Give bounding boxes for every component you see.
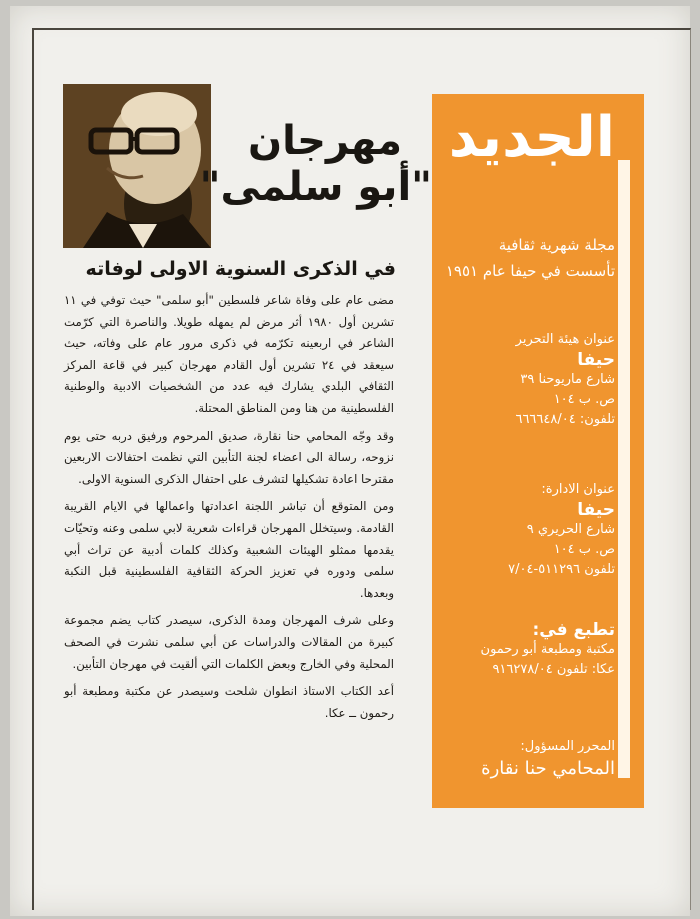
tagline-line2: تأسست في حيفا عام ١٩٥١	[445, 262, 615, 280]
magazine-tagline	[437, 232, 615, 284]
admin-street: شارع الحريري ٩	[526, 522, 615, 537]
print-phone: عكا: تلفون ٩١٦٢٧٨/٠٤	[492, 662, 615, 677]
portrait-photo	[63, 84, 211, 248]
print-place: مكتبة ومطبعة أبو رحمون	[480, 642, 615, 657]
editorial-phone: تلفون: ٦٦٦٦٤٨/٠٤	[515, 412, 615, 427]
editorial-label: عنوان هيئة التحرير	[515, 332, 615, 347]
admin-address	[437, 480, 615, 580]
editor-name: المحامي حنا نقارة	[481, 758, 615, 779]
admin-city: حيفا	[577, 500, 615, 520]
magazine-title: الجديد	[448, 105, 615, 170]
editorial-street: شارع ماريوحنا ٣٩	[520, 372, 615, 387]
admin-phone: تلفون ٥١١٢٩٦-٧/٠٤	[508, 562, 615, 577]
paragraph: وعلى شرف المهرجان ومدة الذكرى، سيصدر كتاب يضم مجموعة كبيرة من المقالات والدراسات عن أبي سلمى نشرت في الصحف المحلية وفي الخارج وبعض الكلمات التي ألقيت في مهرجان التأبين.	[64, 613, 394, 671]
tagline-line1: مجلة شهرية ثقافية	[498, 236, 615, 254]
editorial-city: حيفا	[577, 350, 615, 370]
print-label: تطبع في:	[532, 620, 615, 640]
festival-title-line1: مهرجان	[247, 118, 402, 164]
editor-info	[437, 736, 615, 780]
panel-accent-bar	[618, 160, 630, 778]
paragraph: مضى عام على وفاة شاعر فلسطين "أبو سلمى" حيث توفي في ١١ تشرين أول ١٩٨٠ أثر مرض لم يمهله طويلا. والناصرة التي كرّمت الشاعر في اربعينه تكرّمه في ذكرى مرور عام على وفاته، حيث سيعقد في ٢٤ تشرين أول القادم مهرجان كبير في قاعة المركز الثقافي البلدي يشارك فيه عدد من الشخصيات الادبية والوطنية الفلسطينية من هنا ومن المناطق المحتلة.	[64, 293, 395, 415]
article-subtitle: في الذكرى السنوية الاولى لوفاته	[85, 258, 396, 280]
magazine-panel	[432, 94, 644, 808]
festival-title-line2: "أبو سلمى"	[199, 164, 432, 210]
editor-label: المحرر المسؤول:	[520, 739, 615, 754]
paragraph: أعد الكتاب الاستاذ انطوان شلحت وسيصدر عن مكتبة ومطبعة أبو رحمون ــ عكا.	[64, 684, 394, 720]
admin-pobox: ص. ب ١٠٤	[553, 542, 615, 557]
editorial-pobox: ص. ب ١٠٤	[553, 392, 615, 407]
printing-info	[437, 620, 615, 680]
editorial-address	[437, 330, 615, 430]
paragraph: ومن المتوقع أن تباشر اللجنة اعدادتها واعمالها في الايام القريبة القادمة. وسيتخلل المهرجان قراءات شعرية لابي سلمى وعنه وتحيّات يقدمها ممثلو الهيئات الشعبية وكذلك كلمات أدبية عن تراث أبي سلمى ودوره في تعزيز الحركة الثقافية الفلسطينية قبل النكبة وبعدها.	[64, 499, 394, 600]
admin-label: عنوان الادارة:	[541, 482, 615, 497]
paragraph: وقد وجّه المحامي حنا نقارة، صديق المرحوم ورفيق دربه حتى يوم نزوحه، رسالة الى اعضاء لجنة التأبين التي نظمت احتفالات الاربعين مقترحا اعادة تشكيلها لتشرف على احتفال الذكرى السنوية الاولى.	[64, 428, 394, 486]
article-body	[64, 290, 394, 730]
